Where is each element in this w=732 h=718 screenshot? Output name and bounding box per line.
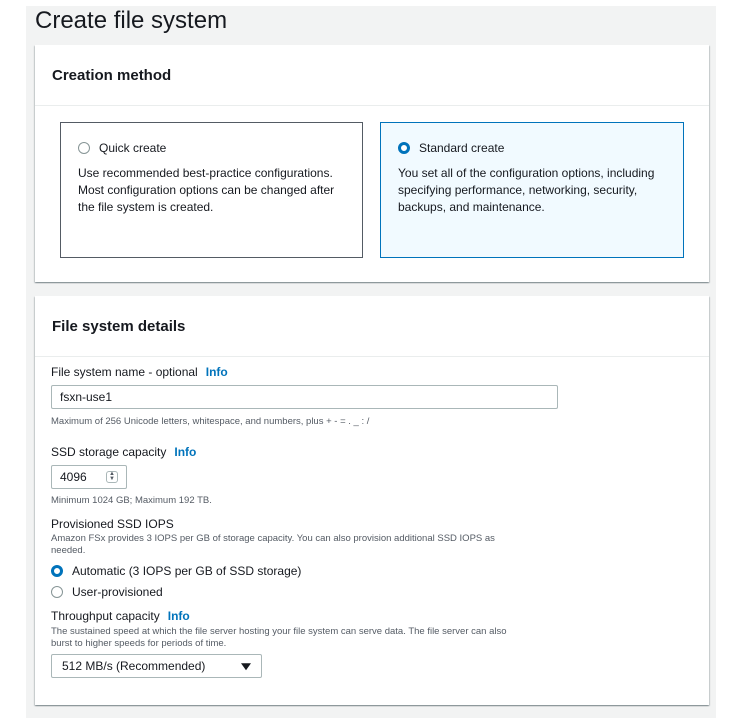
file-system-details-panel [35,296,709,705]
page-title: Create file system [35,7,228,34]
throughput-info-link[interactable]: Info [167,609,190,623]
iops-automatic-label: Automatic (3 IOPS per GB of SSD storage) [72,564,302,578]
file-system-name-label: File system name - optional Info [51,365,228,379]
iops-user-provisioned-label: User-provisioned [72,585,163,599]
iops-automatic-radio[interactable] [51,565,63,577]
storage-capacity-label: SSD storage capacity Info [51,445,197,459]
storage-capacity-stepper[interactable] [51,465,127,489]
throughput-label: Throughput capacity Info [51,609,190,623]
creation-method-header: Creation method [35,45,709,106]
iops-description: Amazon FSx provides 3 IOPS per GB of storage capacity. You can also provision additional SSD IOPS as needed. [51,533,495,556]
throughput-select[interactable] [51,654,262,678]
standard-create-label: Standard create [419,141,505,155]
iops-automatic-option[interactable] [51,564,301,578]
caret-down-icon [241,663,251,670]
file-system-name-hint: Maximum of 256 Unicode letters, whitespace, and numbers, plus + - = . _ : / [51,416,370,427]
quick-create-tile[interactable] [60,122,363,258]
iops-user-provisioned-radio[interactable] [51,586,63,598]
quick-create-label: Quick create [99,141,167,155]
storage-capacity-info-link[interactable]: Info [174,445,197,459]
iops-user-provisioned-option[interactable] [51,585,163,599]
creation-method-panel [35,45,709,282]
file-system-details-header: File system details [35,296,709,357]
standard-create-description: You set all of the configuration options, including specifying performance, networking, security, backups, and maintenance. [398,166,655,214]
quick-create-radio[interactable] [78,142,90,154]
storage-capacity-hint: Minimum 1024 GB; Maximum 192 TB. [51,495,212,506]
throughput-selected-value: 512 MB/s (Recommended) [62,659,206,673]
standard-create-tile[interactable] [380,122,684,258]
storage-capacity-value: 4096 [60,470,87,484]
quick-create-description: Use recommended best-practice configurations. Most configuration options can be changed after the file system is created. [78,166,335,214]
iops-label: Provisioned SSD IOPS [51,517,174,531]
standard-create-radio[interactable] [398,142,410,154]
file-system-name-input[interactable]: fsxn-use1 [51,385,558,409]
throughput-description: The sustained speed at which the file server hosting your file system can serve data. The file server can also burst to higher speeds for periods of time. [51,626,507,649]
quick-create-option[interactable] [78,141,166,155]
file-system-name-info-link[interactable]: Info [205,365,228,379]
stepper-arrows-icon[interactable]: ▲ ▼ [106,471,118,483]
standard-create-option[interactable] [398,141,504,155]
